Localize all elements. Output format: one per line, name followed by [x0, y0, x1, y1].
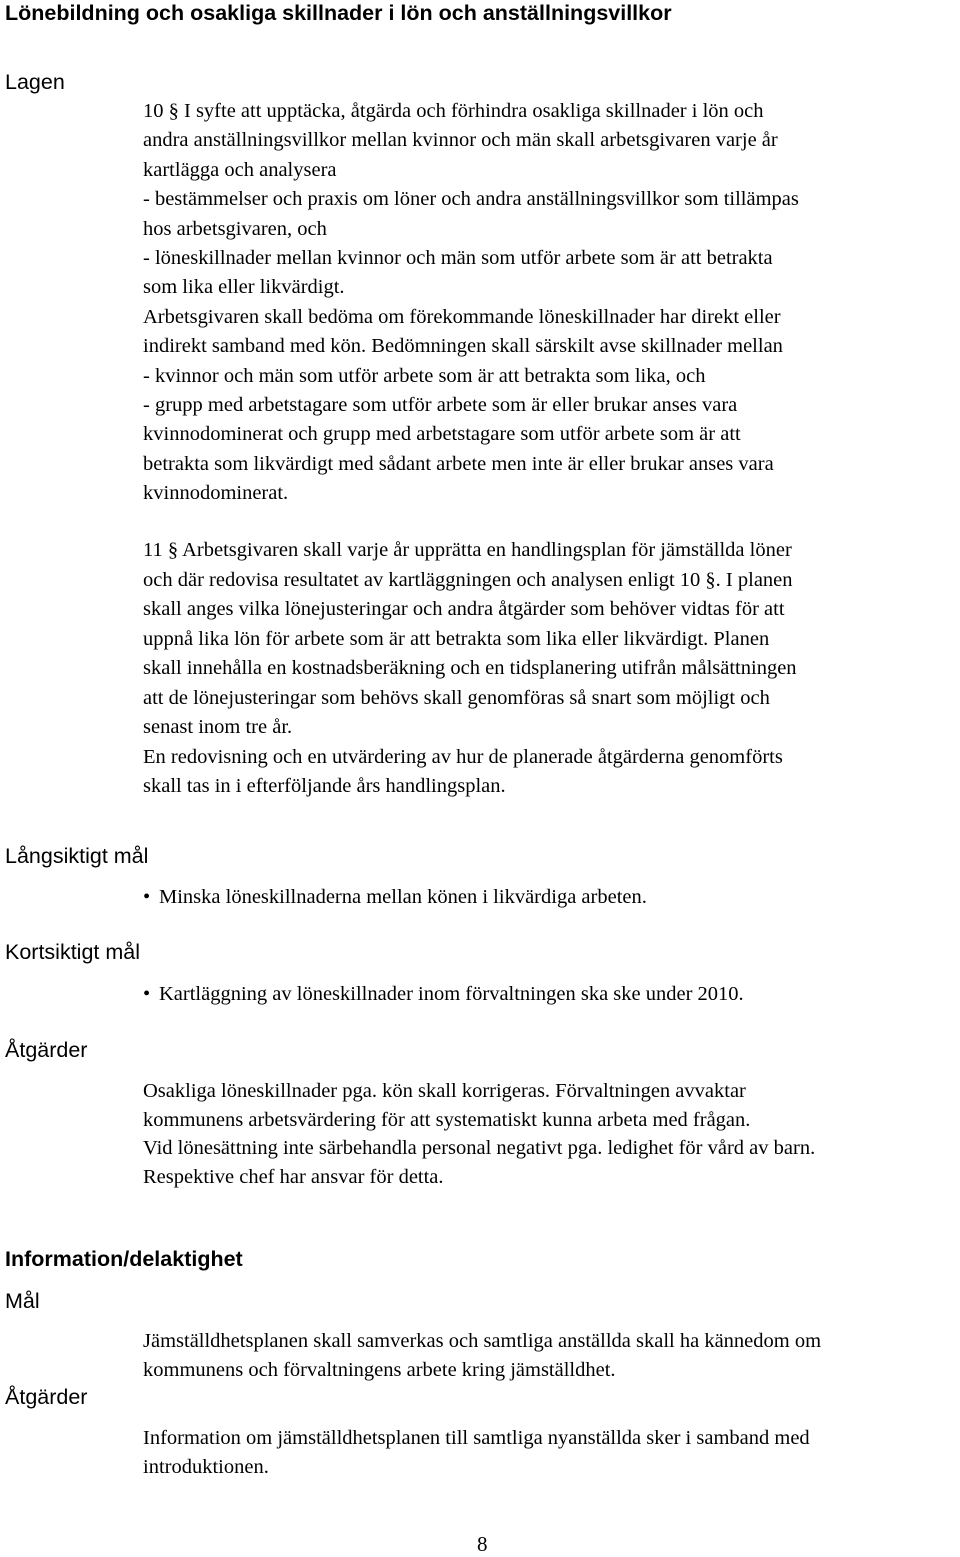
law-11-line: skall innehålla en kostnadsberäkning och en tidsplanering utifrån målsättningen — [143, 657, 797, 679]
info-goal-line: kommunens och förvaltningens arbete kring jämställdhet. — [143, 1358, 616, 1381]
long-term-goal-text: Minska löneskillnaderna mellan könen i likvärdiga arbeten. — [159, 886, 647, 908]
info-actions-line: Information om jämställdhetsplanen till samtliga nyanställda sker i samband med — [143, 1427, 810, 1449]
law-10-line: - kvinnor och män som utför arbete som är att betrakta som lika, och — [143, 364, 706, 387]
law-10-line: andra anställningsvillkor mellan kvinnor och män skall arbetsgivaren varje år — [143, 129, 778, 152]
info-goal-text — [143, 1327, 821, 1384]
law-11-line: senast inom tre år. — [143, 716, 293, 738]
law-11-line: En redovisning och en utvärdering av hur de planerade åtgärderna genomförts — [143, 745, 783, 768]
law-10-line: kartlägga och analysera — [143, 158, 337, 181]
bullet-icon: • — [143, 983, 151, 1005]
law-11-line: att de lönejusteringar som behövs skall genomföras så snart som möjligt och — [143, 686, 770, 709]
long-term-goal-item — [143, 883, 647, 912]
label-actions: Åtgärder — [5, 1038, 88, 1062]
page-number: 8 — [477, 1532, 488, 1556]
short-term-goal-item — [143, 980, 744, 1009]
law-10-line: kvinnodominerat. — [143, 482, 289, 505]
actions-line: kommunens arbetsvärdering för att systematiskt kunna arbeta med frågan. — [143, 1108, 751, 1131]
label-info-actions: Åtgärder — [5, 1385, 88, 1409]
actions-line: Osakliga löneskillnader pga. kön skall korrigeras. Förvaltningen avvaktar — [143, 1080, 746, 1102]
law-11-line: skall tas in i efterföljande års handlingsplan. — [143, 775, 506, 797]
short-term-goal-text: Kartläggning av löneskillnader inom förvaltningen ska ske under 2010. — [159, 983, 744, 1005]
law-section-10 — [143, 97, 799, 509]
law-11-line: och där redovisa resultatet av kartläggningen och analysen enligt 10 §. I planen — [143, 568, 793, 591]
label-goal: Mål — [5, 1289, 40, 1313]
info-actions-line: introduktionen. — [143, 1455, 269, 1478]
law-10-line: - grupp med arbetstagare som utför arbete som är eller brukar anses vara — [143, 394, 738, 417]
law-10-line: betrakta som likvärdigt med sådant arbete men inte är eller brukar anses vara — [143, 452, 774, 475]
label-lagen: Lagen — [5, 70, 65, 94]
law-10-line: 10 § I syfte att upptäcka, åtgärda och förhindra osakliga skillnader i lön och — [143, 100, 764, 122]
law-10-line: - bestämmelser och praxis om löner och andra anställningsvillkor som tillämpas — [143, 188, 799, 211]
info-heading: Information/delaktighet — [5, 1247, 243, 1271]
actions-text — [143, 1077, 815, 1191]
label-short-term-goal: Kortsiktigt mål — [5, 940, 141, 964]
law-11-line: skall anges vilka lönejusteringar och andra åtgärder som behöver vidtas för att — [143, 598, 785, 620]
actions-line: Respektive chef har ansvar för detta. — [143, 1165, 444, 1188]
law-10-line: indirekt samband med kön. Bedömningen skall särskilt avse skillnader mellan — [143, 335, 783, 358]
law-11-line: uppnå lika lön för arbete som är att betrakta som lika eller likvärdigt. Planen — [143, 627, 770, 650]
law-section-11 — [143, 536, 797, 802]
info-actions-text — [143, 1424, 810, 1481]
law-10-line: Arbetsgivaren skall bedöma om förekommande löneskillnader har direkt eller — [143, 305, 781, 328]
law-10-line: hos arbetsgivaren, och — [143, 217, 327, 240]
page-heading: Lönebildning och osakliga skillnader i lön och anställningsvillkor — [5, 1, 672, 25]
actions-line: Vid lönesättning inte särbehandla personal negativt pga. ledighet för vård av barn. — [143, 1137, 816, 1159]
bullet-icon: • — [143, 886, 151, 908]
law-11-line: 11 § Arbetsgivaren skall varje år upprätta en handlingsplan för jämställda löner — [143, 539, 792, 561]
info-goal-line: Jämställdhetsplanen skall samverkas och samtliga anställda skall ha kännedom om — [143, 1330, 822, 1352]
law-10-line: som lika eller likvärdigt. — [143, 276, 345, 299]
law-10-line: kvinnodominerat och grupp med arbetstagare som utför arbete som är att — [143, 423, 741, 446]
law-10-line: - löneskillnader mellan kvinnor och män som utför arbete som är att betrakta — [143, 247, 773, 270]
label-long-term-goal: Långsiktigt mål — [5, 844, 149, 868]
